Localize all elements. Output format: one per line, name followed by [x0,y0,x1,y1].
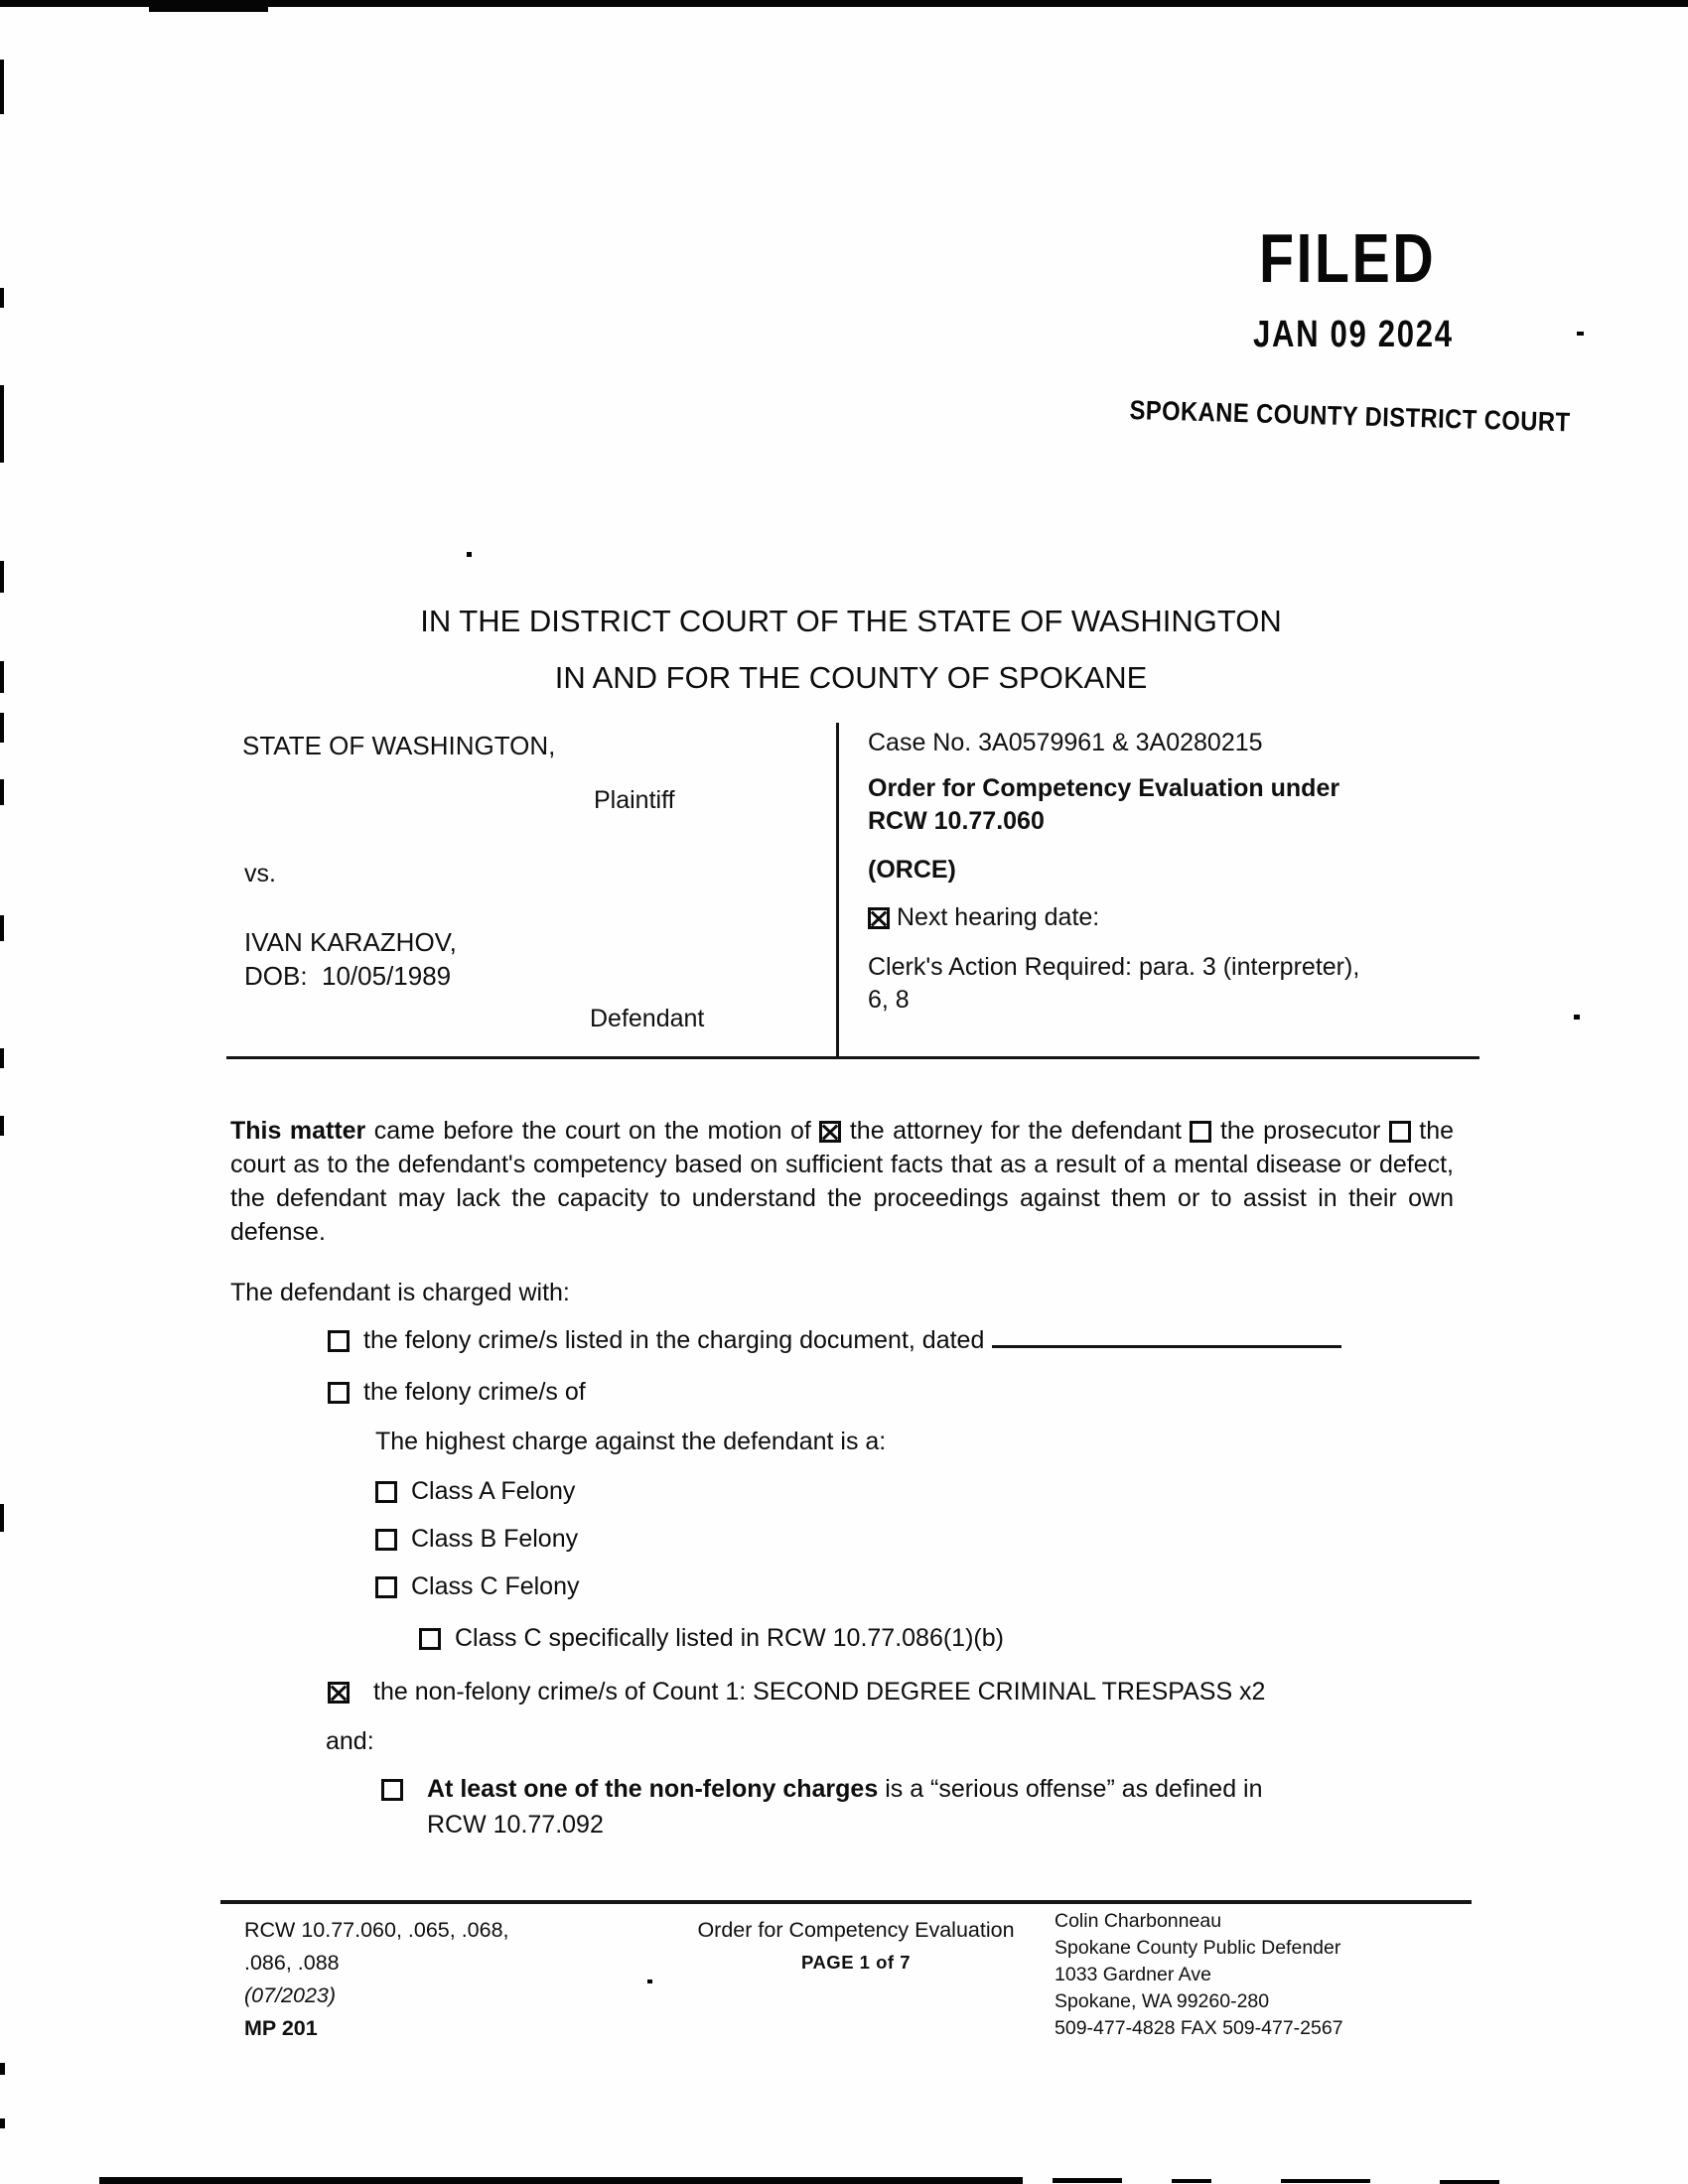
scan-speck [1574,1015,1580,1020]
scan-artifact [0,561,4,593]
plaintiff-role-label: Plaintiff [594,786,675,814]
footer-revision-date: (07/2023) [244,1983,337,2007]
dated-blank-line [992,1327,1341,1348]
court-heading-line1: IN THE DISTRICT COURT OF THE STATE OF WASHINGTON [420,604,1282,638]
order-title-line2: RCW 10.77.060 [868,807,1045,835]
defendant-role-label: Defendant [590,1005,705,1032]
defendant-dob: DOB: 10/05/1989 [244,961,452,991]
scan-artifact [0,1048,4,1068]
scan-artifact [0,1504,4,1532]
class-a-checkbox [375,1481,397,1503]
order-abbreviation: (ORCE) [868,856,956,884]
order-title-line1: Order for Competency Evaluation under [868,774,1340,802]
scan-speck [467,552,472,557]
non-felony-checkbox [328,1682,350,1704]
scan-artifact [0,1116,4,1136]
class-c-checkbox [375,1576,397,1598]
scan-artifact [0,2063,5,2075]
clerks-action-line2: 6, 8 [868,986,910,1014]
court-heading-line2: IN AND FOR THE COUNTY OF SPOKANE [554,660,1148,695]
motion-prosecutor-label: the prosecutor [1219,1117,1381,1145]
serious-offense-checkbox [381,1779,403,1801]
motion-court-label: the court as to the defendant's competency based on sufficient facts that as a result of a mental disease or defect, the defendant may lack the capacity to understand the proceedings against them or to assist in their own defense. [230,1117,1455,1246]
class-c-row [375,1572,580,1601]
clerks-action-line1: Clerk's Action Required: para. 3 (interpreter), [868,953,1360,981]
motion-prosecutor-checkbox [1190,1121,1211,1143]
case-number: Case No. 3A0579961 & 3A0280215 [868,729,1263,756]
non-felony-label: the non-felony crime/s of Count 1: SECOND DEGREE CRIMINAL TRESPASS x2 [373,1678,1266,1706]
scan-artifact [1172,2179,1211,2183]
charged-with-intro: The defendant is charged with: [230,1279,570,1306]
charge-felony-document-row [328,1326,1341,1355]
next-hearing-checkbox [868,907,890,929]
motion-attorney-label: the attorney for the defendant [849,1117,1182,1145]
scan-artifact [1053,2178,1122,2183]
defendant-name: IVAN KARAZHOV, [244,927,457,957]
attorney-phone: 509-477-4828 FAX 509-477-2567 [1055,2017,1343,2039]
opening-paragraph [230,1114,1454,1249]
footer-page-number: PAGE 1 of 7 [800,1952,911,1973]
next-hearing-row [868,903,1099,932]
class-b-checkbox [375,1529,397,1551]
opening-lead: This matter [230,1117,366,1145]
scan-artifact [149,0,268,12]
scan-artifact [0,2118,5,2128]
scan-artifact [0,385,4,463]
serious-offense-checkbox-wrap [381,1775,403,1804]
footer-rcw-line2: .086, .088 [244,1951,340,1975]
charge-felony-of-row [328,1378,586,1407]
footer-citations [244,1914,509,2045]
motion-attorney-checkbox [819,1121,841,1143]
class-c-listed-label: Class C specifically listed in RCW 10.77.086(1)(b) [455,1624,1004,1652]
class-a-row [375,1477,575,1506]
felony-document-label: the felony crime/s listed in the charging document, dated [363,1326,985,1354]
class-b-row [375,1525,578,1554]
class-c-listed-row [419,1624,1004,1653]
filed-stamp-court: SPOKANE COUNTY DISTRICT COURT [1129,395,1571,438]
opening-motion-text: came before the court on the motion of [373,1117,811,1145]
footer-form-number: MP 201 [244,2016,318,2040]
highest-charge-intro: The highest charge against the defendant is a: [375,1428,887,1455]
scan-artifact [0,713,4,743]
scan-speck [647,1979,652,1983]
scan-artifact [0,60,4,114]
scan-artifact [1281,2179,1370,2183]
scan-edge-bottom [99,2177,1023,2184]
filed-stamp-date: JAN 09 2024 [1253,314,1454,355]
motion-court-checkbox [1389,1121,1411,1143]
footer-rule [220,1900,1472,1904]
class-c-listed-checkbox [419,1628,441,1650]
serious-offense-bold-label: At least one of the non-felony charges [427,1775,879,1803]
court-heading [230,604,1472,717]
footer-rcw-line1: RCW 10.77.060, .065, .068, [244,1918,509,1942]
versus-label: vs. [244,860,276,887]
next-hearing-label: Next hearing date: [896,903,1100,931]
caption-divider [836,723,839,1057]
case-caption [226,719,1479,1059]
scan-speck [1577,332,1584,336]
felony-of-label: the felony crime/s of [363,1378,586,1406]
filed-stamp-text: FILED [1259,219,1437,297]
class-c-label: Class C Felony [411,1572,580,1600]
class-a-label: Class A Felony [411,1477,576,1505]
plaintiff-name: STATE OF WASHINGTON, [242,731,556,760]
scan-artifact [0,288,4,308]
serious-offense-line2: RCW 10.77.092 [427,1811,604,1839]
footer-attorney-block [1055,1908,1343,2042]
serious-offense-line1 [427,1775,1263,1804]
scan-artifact [0,915,4,941]
scan-artifact [0,661,4,693]
class-b-label: Class B Felony [411,1525,579,1553]
footer-title-text: Order for Competency Evaluation [697,1918,1015,1942]
attorney-office: Spokane County Public Defender [1055,1937,1341,1959]
felony-document-checkbox [328,1330,350,1352]
felony-of-checkbox [328,1382,350,1404]
scan-artifact [0,779,4,805]
serious-offense-rest-label: is a “serious offense” as defined in [885,1775,1263,1803]
attorney-name: Colin Charbonneau [1055,1910,1222,1932]
scan-artifact [496,2,1440,6]
attorney-city: Spokane, WA 99260-280 [1055,1990,1270,2012]
scan-artifact [1440,2180,1499,2184]
non-felony-row [328,1678,1265,1706]
attorney-street: 1033 Gardner Ave [1055,1964,1211,1985]
and-label: and: [326,1727,374,1755]
